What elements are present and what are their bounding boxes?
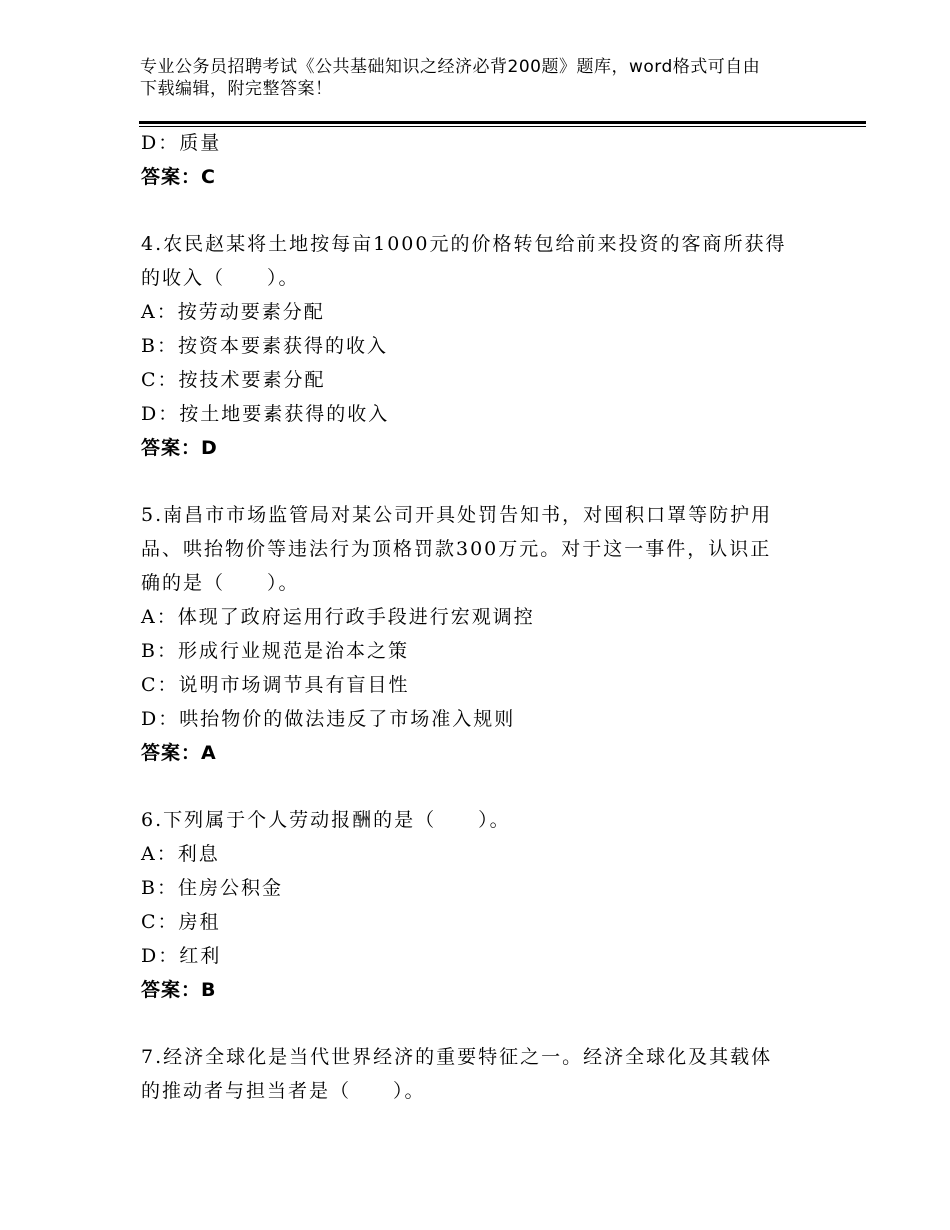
answer-line: 答案：C: [141, 166, 216, 188]
question-stem: 5.南昌市市场监管局对某公司开具处罚告知书，对囤积口罩等防护用: [141, 504, 773, 526]
option-d: D：质量: [141, 132, 222, 154]
question-stem: 7.经济全球化是当代世界经济的重要特征之一。经济全球化及其载体: [141, 1046, 773, 1068]
page-header: [140, 56, 820, 100]
option-a: A：体现了政府运用行政手段进行宏观调控: [141, 606, 535, 628]
question-7: [141, 1040, 821, 1108]
option-b: B：住房公积金: [141, 877, 283, 899]
question-stem: 确的是（ ）。: [141, 572, 300, 594]
header-line-2: 下载编辑，附完整答案！: [140, 79, 333, 99]
previous-question-tail: [141, 126, 821, 194]
document-body: [141, 126, 821, 1108]
option-b: B：形成行业规范是治本之策: [141, 640, 409, 662]
answer-line: 答案：A: [141, 742, 217, 764]
spacer: [141, 465, 821, 498]
spacer: [141, 770, 821, 803]
option-b: B：按资本要素获得的收入: [141, 335, 388, 357]
question-6: [141, 803, 821, 1007]
option-d: D：哄抬物价的做法违反了市场准入规则: [141, 708, 516, 730]
option-c: C：说明市场调节具有盲目性: [141, 674, 410, 696]
spacer: [141, 1007, 821, 1040]
spacer: [141, 194, 821, 227]
question-stem: 品、哄抬物价等违法行为顶格罚款300万元。对于这一事件，认识正: [141, 538, 772, 560]
question-5: [141, 498, 821, 770]
header-line-1: 专业公务员招聘考试《公共基础知识之经济必背200题》题库，word格式可自由: [140, 57, 761, 77]
question-4: [141, 227, 821, 465]
question-stem: 的推动者与担当者是（ ）。: [141, 1080, 426, 1102]
answer-line: 答案：D: [141, 437, 218, 459]
question-stem: 的收入（ ）。: [141, 267, 300, 289]
option-d: D：红利: [141, 945, 222, 967]
option-a: A：利息: [141, 843, 220, 865]
question-stem: 6.下列属于个人劳动报酬的是（ ）。: [141, 809, 511, 831]
question-stem: 4.农民赵某将土地按每亩1000元的价格转包给前来投资的客商所获得: [141, 233, 787, 255]
option-d: D：按土地要素获得的收入: [141, 403, 390, 425]
option-a: A：按劳动要素分配: [141, 301, 325, 323]
option-c: C：房租: [141, 911, 221, 933]
option-c: C：按技术要素分配: [141, 369, 326, 391]
answer-line: 答案：B: [141, 979, 217, 1001]
header-rule-thick: [139, 121, 866, 124]
